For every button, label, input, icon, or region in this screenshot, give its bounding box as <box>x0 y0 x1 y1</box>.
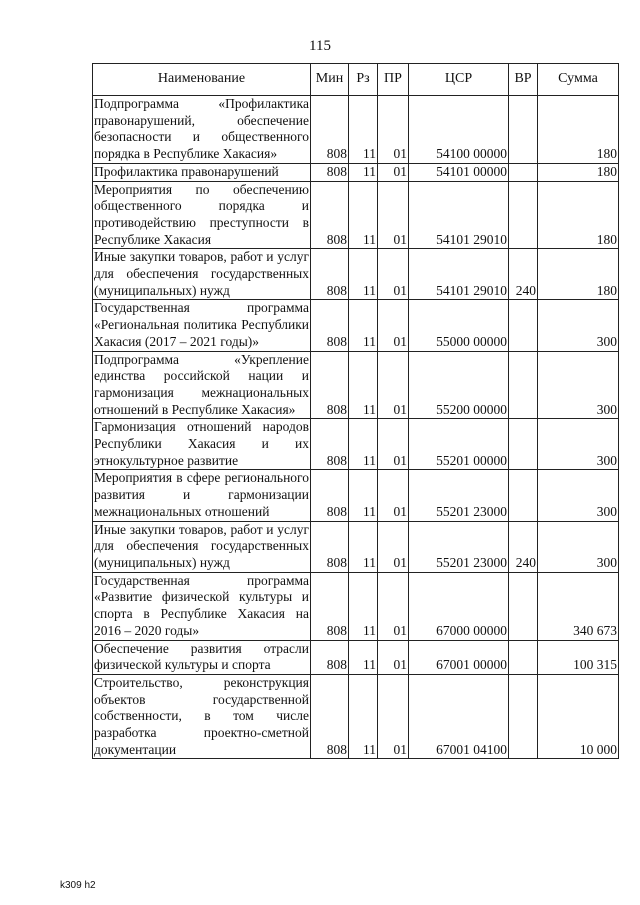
cell-sum: 300 <box>538 300 619 351</box>
cell-pr: 01 <box>378 419 409 470</box>
cell-csr: 54101 29010 <box>409 181 509 249</box>
cell-vr <box>509 572 538 640</box>
cell-csr: 67001 04100 <box>409 674 509 759</box>
cell-csr: 55200 00000 <box>409 351 509 419</box>
cell-name: Подпрограмма «Профилактика правонарушений, обеспечение безопасности и общественного порядка в Республике Хакасия» <box>93 96 311 164</box>
cell-rz: 11 <box>349 640 378 674</box>
cell-name: Мероприятия в сфере регионального развития и гармонизации межнациональных отношений <box>93 470 311 521</box>
cell-sum: 300 <box>538 351 619 419</box>
cell-sum: 180 <box>538 181 619 249</box>
table-row <box>93 96 619 164</box>
header-name: Наименование <box>93 64 311 96</box>
header-rz: Рз <box>349 64 378 96</box>
cell-name: Иные закупки товаров, работ и услуг для обеспечения государственных (муниципальных) нужд <box>93 521 311 572</box>
table-row <box>93 163 619 181</box>
cell-rz: 11 <box>349 96 378 164</box>
cell-vr: 240 <box>509 249 538 300</box>
cell-csr: 67001 00000 <box>409 640 509 674</box>
cell-rz: 11 <box>349 521 378 572</box>
cell-name: Профилактика правонарушений <box>93 163 311 181</box>
cell-sum: 340 673 <box>538 572 619 640</box>
cell-vr <box>509 351 538 419</box>
cell-csr: 55000 00000 <box>409 300 509 351</box>
cell-name: Государственная программа «Региональная политика Республики Хакасия (2017 – 2021 годы)» <box>93 300 311 351</box>
header-sum: Сумма <box>538 64 619 96</box>
cell-csr: 54101 00000 <box>409 163 509 181</box>
cell-pr: 01 <box>378 572 409 640</box>
cell-vr <box>509 96 538 164</box>
cell-pr: 01 <box>378 163 409 181</box>
cell-rz: 11 <box>349 300 378 351</box>
cell-name: Иные закупки товаров, работ и услуг для обеспечения государственных (муниципальных) нужд <box>93 249 311 300</box>
cell-rz: 11 <box>349 674 378 759</box>
cell-pr: 01 <box>378 351 409 419</box>
cell-min: 808 <box>311 249 349 300</box>
cell-name: Подпрограмма «Укрепление единства российской нации и гармонизация межнациональных отношений в Республике Хакасия» <box>93 351 311 419</box>
cell-pr: 01 <box>378 249 409 300</box>
cell-sum: 300 <box>538 521 619 572</box>
cell-min: 808 <box>311 572 349 640</box>
cell-min: 808 <box>311 163 349 181</box>
cell-name: Мероприятия по обеспечению общественного порядка и противодействию преступности в Республике Хакасия <box>93 181 311 249</box>
table-row <box>93 419 619 470</box>
table-row <box>93 521 619 572</box>
footer-code: k309 h2 <box>60 880 96 891</box>
cell-csr: 54100 00000 <box>409 96 509 164</box>
header-vr: ВР <box>509 64 538 96</box>
table-row <box>93 181 619 249</box>
cell-vr <box>509 470 538 521</box>
budget-table <box>92 63 619 759</box>
cell-csr: 54101 29010 <box>409 249 509 300</box>
cell-rz: 11 <box>349 163 378 181</box>
cell-sum: 180 <box>538 96 619 164</box>
cell-sum: 10 000 <box>538 674 619 759</box>
cell-rz: 11 <box>349 181 378 249</box>
header-pr: ПР <box>378 64 409 96</box>
cell-name: Гармонизация отношений народов Республики Хакасия и их этнокультурное развитие <box>93 419 311 470</box>
table-header-row <box>93 64 619 96</box>
cell-min: 808 <box>311 674 349 759</box>
table-row <box>93 640 619 674</box>
cell-rz: 11 <box>349 249 378 300</box>
cell-pr: 01 <box>378 674 409 759</box>
table-row <box>93 249 619 300</box>
cell-name: Государственная программа «Развитие физической культуры и спорта в Республике Хакасия на 2016 – 2020 годы» <box>93 572 311 640</box>
cell-vr <box>509 163 538 181</box>
cell-vr: 240 <box>509 521 538 572</box>
cell-rz: 11 <box>349 351 378 419</box>
cell-pr: 01 <box>378 181 409 249</box>
cell-pr: 01 <box>378 96 409 164</box>
cell-name: Обеспечение развития отрасли физической культуры и спорта <box>93 640 311 674</box>
cell-sum: 100 315 <box>538 640 619 674</box>
cell-min: 808 <box>311 419 349 470</box>
header-min: Мин <box>311 64 349 96</box>
cell-rz: 11 <box>349 419 378 470</box>
cell-sum: 180 <box>538 249 619 300</box>
cell-pr: 01 <box>378 300 409 351</box>
table-row <box>93 351 619 419</box>
cell-vr <box>509 181 538 249</box>
header-csr: ЦСР <box>409 64 509 96</box>
cell-csr: 55201 23000 <box>409 521 509 572</box>
cell-csr: 55201 00000 <box>409 419 509 470</box>
cell-name: Строительство, реконструкция объектов государственной собственности, в том числе разработка проектно-сметной документации <box>93 674 311 759</box>
cell-vr <box>509 300 538 351</box>
cell-pr: 01 <box>378 470 409 521</box>
table-row <box>93 674 619 759</box>
cell-csr: 67000 00000 <box>409 572 509 640</box>
cell-min: 808 <box>311 470 349 521</box>
cell-rz: 11 <box>349 470 378 521</box>
page-number: 115 <box>309 38 331 54</box>
cell-pr: 01 <box>378 521 409 572</box>
table-row <box>93 300 619 351</box>
table-row <box>93 470 619 521</box>
cell-vr <box>509 674 538 759</box>
cell-rz: 11 <box>349 572 378 640</box>
cell-min: 808 <box>311 351 349 419</box>
cell-min: 808 <box>311 640 349 674</box>
cell-min: 808 <box>311 181 349 249</box>
table-row <box>93 572 619 640</box>
cell-csr: 55201 23000 <box>409 470 509 521</box>
cell-sum: 300 <box>538 419 619 470</box>
cell-vr <box>509 419 538 470</box>
cell-min: 808 <box>311 300 349 351</box>
cell-min: 808 <box>311 96 349 164</box>
cell-vr <box>509 640 538 674</box>
cell-sum: 300 <box>538 470 619 521</box>
cell-min: 808 <box>311 521 349 572</box>
cell-pr: 01 <box>378 640 409 674</box>
cell-sum: 180 <box>538 163 619 181</box>
